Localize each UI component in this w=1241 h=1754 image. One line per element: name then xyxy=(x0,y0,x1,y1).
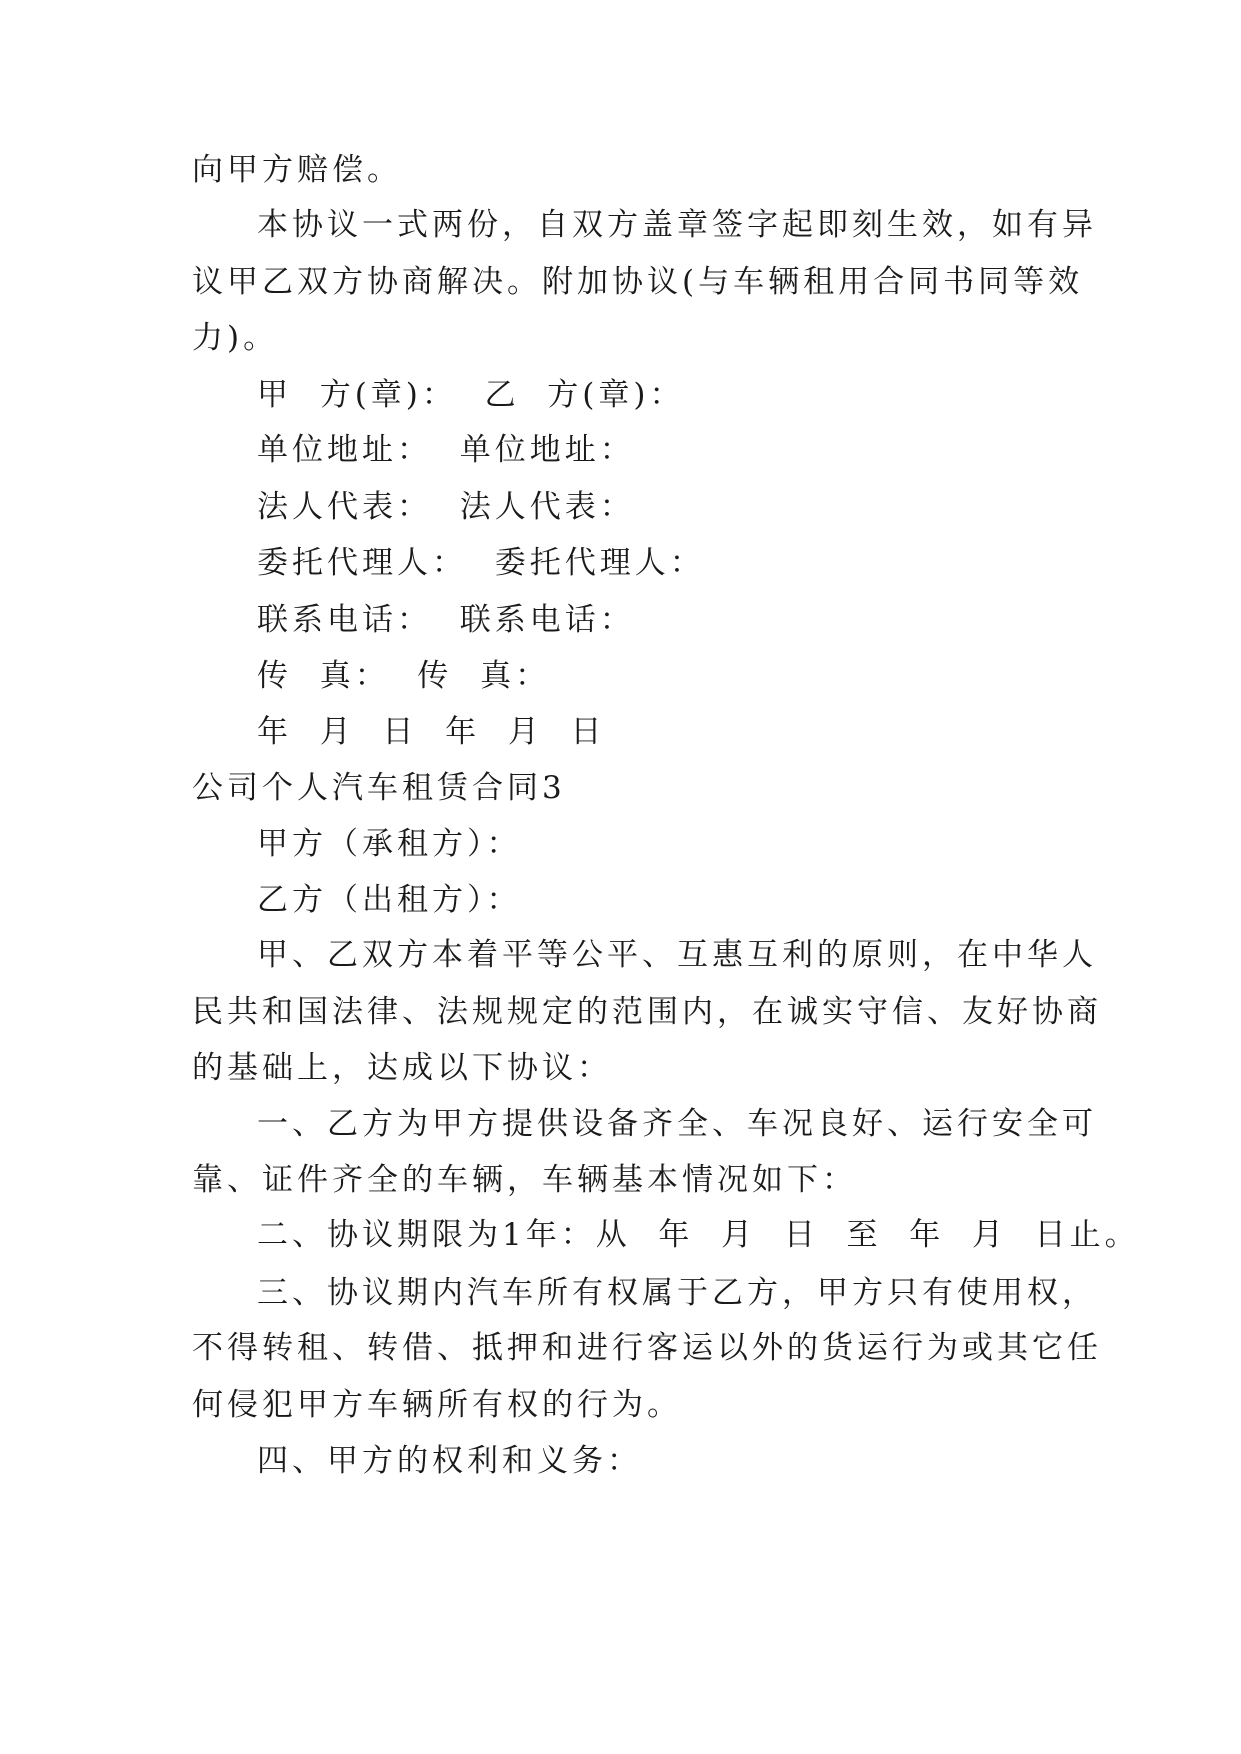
signature-line: 委托代理人： 委托代理人： xyxy=(257,545,705,581)
document-title: 公司个人汽车租赁合同3 xyxy=(192,770,566,806)
text-line: 的基础上，达成以下协议： xyxy=(192,1050,612,1086)
text-line: 靠、证件齐全的车辆，车辆基本情况如下： xyxy=(192,1162,857,1198)
text-line: 不得转租、转借、抵押和进行客运以外的货运行为或其它任 xyxy=(192,1330,1102,1366)
clause-line: 二、协议期限为1年：从 年 月 日 至 年 月 日止。 xyxy=(257,1217,1140,1253)
date-line: 年 月 日 年 月 日 xyxy=(257,714,606,750)
text-line: 力)。 xyxy=(192,320,279,356)
signature-line: 联系电话： 联系电话： xyxy=(257,602,635,638)
text-line: 本协议一式两份，自双方盖章签字起即刻生效，如有异 xyxy=(257,207,1097,243)
text-line: 何侵犯甲方车辆所有权的行为。 xyxy=(192,1387,682,1423)
signature-line: 甲 方(章)： 乙 方(章)： xyxy=(257,377,685,413)
signature-line: 法人代表： 法人代表： xyxy=(257,489,635,525)
party-a-line: 甲方（承租方）： xyxy=(257,826,522,862)
clause-line: 四、甲方的权利和义务： xyxy=(257,1443,642,1479)
text-line: 甲、乙双方本着平等公平、互惠互利的原则，在中华人 xyxy=(257,937,1097,973)
party-b-line: 乙方（出租方）： xyxy=(257,882,522,918)
text-line: 向甲方赔偿。 xyxy=(192,152,402,188)
clause-line: 一、乙方为甲方提供设备齐全、车况良好、运行安全可 xyxy=(257,1106,1097,1142)
text-line: 民共和国法律、法规规定的范围内，在诚实守信、友好协商 xyxy=(192,994,1102,1030)
text-line: 议甲乙双方协商解决。附加协议(与车辆租用合同书同等效 xyxy=(192,264,1084,300)
signature-line: 单位地址： 单位地址： xyxy=(257,432,635,468)
signature-line: 传 真： 传 真： xyxy=(257,658,551,694)
clause-line: 三、协议期内汽车所有权属于乙方，甲方只有使用权， xyxy=(257,1275,1097,1311)
